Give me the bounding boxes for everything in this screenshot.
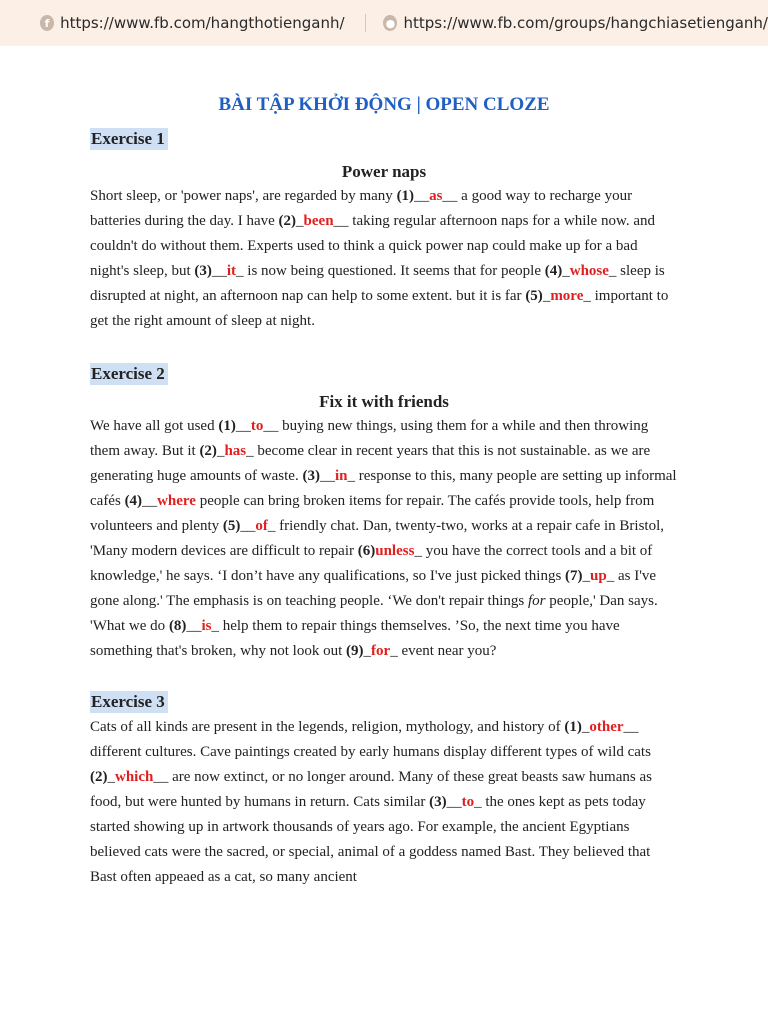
exercise-label: Exercise 1: [90, 128, 168, 150]
blank-number: (2): [90, 769, 108, 785]
answer-word: is: [201, 618, 212, 634]
exercise-3: [90, 691, 678, 890]
passage-text: _: [296, 213, 304, 229]
exercise-1: [90, 128, 678, 334]
blank-number: (3): [302, 468, 320, 484]
answer-word: in: [334, 468, 348, 484]
answer-word: has: [224, 443, 247, 459]
passage-text: _ is now being questioned. It seems that for people: [236, 263, 545, 279]
exercise-title: Power naps: [341, 162, 427, 181]
answer-word: to: [461, 794, 475, 810]
answer-word: to: [250, 418, 264, 434]
exercise-title: Fix it with friends: [319, 392, 449, 411]
facebook-group-link[interactable]: https://www.fb.com/groups/hangchiasetienganh/: [403, 14, 768, 32]
blank-number: (6): [357, 543, 376, 559]
blank-number: (8): [168, 618, 187, 634]
passage-text: _ response to this, many people are setting up informal cafés: [90, 468, 677, 509]
passage-text: _: [363, 643, 372, 659]
page-title: BÀI TẬP KHỞI ĐỘNG | OPEN CLOZE: [218, 94, 550, 115]
answer-word: for: [371, 643, 391, 659]
passage-text: __: [142, 493, 158, 509]
answer-word: it: [226, 263, 237, 279]
answer-word: up: [590, 568, 607, 584]
blank-number: (3): [429, 794, 447, 810]
blank-number: (1): [564, 719, 582, 735]
exercise-label: Exercise 2: [90, 363, 168, 385]
answer-word: other: [589, 719, 624, 735]
passage-text: _ event near you?: [390, 643, 497, 659]
passage-text: _ as I've gone along.' The emphasis is on teaching people. ‘We don't repair things: [90, 568, 657, 609]
exercise-2: [90, 363, 678, 664]
passage-text: __: [186, 618, 202, 634]
passage-text: We have all got used: [90, 418, 219, 434]
passage-text: _: [216, 443, 225, 459]
answer-word: whose: [569, 263, 609, 279]
passage-text: Short sleep, or 'power naps', are regarded by many: [90, 188, 397, 204]
answer-word: as: [429, 188, 443, 204]
passage-text: __ taking regular afternoon naps for a while now. and couldn't do without them. Experts used to think a quick power nap could make up for a bad night's sleep, but: [90, 213, 655, 279]
emphasis-text: for: [527, 593, 546, 609]
passage-text: _ you have the correct tools and a bit of knowledge,' he says. ‘I don’t have any qualifications, so I've just picked things: [90, 543, 653, 584]
exercise-passage: [90, 184, 678, 334]
group-icon: ●: [383, 15, 397, 31]
passage-text: _: [542, 288, 551, 304]
passage-text: _ the ones kept as pets today started showing up in artwork thousands of years ago. For example, the ancient Egyptians believed cats were the sacred, or special, animal of a goddess named Bast. They believed that Bast often appeaed as a cat, so many ancient: [90, 794, 651, 885]
passage-text: people,' Dan says. 'What we do: [90, 593, 658, 634]
blank-number: (1): [218, 418, 236, 434]
answer-word: which: [115, 769, 154, 785]
exercise-label: Exercise 3: [90, 691, 168, 713]
passage-text: _ help them to repair things themselves. ’So, the next time you have something that's broken, why not look out: [90, 618, 620, 659]
answer-word: been: [303, 213, 334, 229]
passage-text: __ different cultures. Cave paintings created by early humans display different types of wild cats: [90, 719, 651, 760]
facebook-page-link[interactable]: https://www.fb.com/hangthotienganh/: [60, 14, 345, 32]
facebook-icon: f: [40, 15, 54, 31]
answer-word: more: [550, 288, 584, 304]
header-divider: [365, 14, 366, 32]
passage-text: Cats of all kinds are present in the legends, religion, mythology, and history of: [90, 719, 565, 735]
passage-text: __ buying new things, using them for a while and then throwing them away. But it: [90, 418, 649, 459]
document-body: [0, 94, 768, 890]
answer-word: unless: [375, 543, 415, 559]
passage-text: _: [582, 568, 591, 584]
blank-number: (2): [278, 213, 297, 229]
blank-number: (9): [346, 643, 364, 659]
blank-number: (2): [199, 443, 217, 459]
passage-text: _ sleep is disrupted at night, an afternoon nap can help to some extent. but it is far: [90, 263, 665, 304]
passage-text: __: [240, 518, 256, 534]
exercise-passage: [90, 414, 678, 664]
passage-text: __ a good way to recharge your batteries during the day. I have: [90, 188, 633, 229]
passage-text: __: [319, 468, 335, 484]
passage-text: __: [211, 263, 227, 279]
answer-word: of: [255, 518, 268, 534]
blank-number: (7): [565, 568, 583, 584]
passage-text: __ are now extinct, or no longer around. Many of these great beasts saw humans as food, but were hunted by humans in return. Cats similar: [90, 769, 652, 810]
blank-number: (3): [194, 263, 212, 279]
passage-text: __: [446, 794, 462, 810]
passage-text: _: [581, 719, 590, 735]
answer-word: where: [157, 493, 196, 509]
passage-text: people can bring broken items for repair. The cafés provide tools, help from volunteers and plenty: [90, 493, 655, 534]
passage-text: _ become clear in recent years that this is not sustainable. as we are generating huge amounts of waste.: [90, 443, 651, 484]
passage-text: __: [235, 418, 251, 434]
page-header: [0, 0, 768, 46]
blank-number: (4): [544, 263, 563, 279]
blank-number: (5): [525, 288, 543, 304]
blank-number: (1): [396, 188, 415, 204]
passage-text: _ friendly chat. Dan, twenty-two, works at a repair cafe in Bristol, 'Many modern devices are difficult to repair: [90, 518, 665, 559]
passage-text: _: [562, 263, 570, 279]
passage-text: _ important to get the right amount of sleep at night.: [90, 288, 669, 329]
passage-text: __: [414, 188, 430, 204]
blank-number: (4): [124, 493, 143, 509]
passage-text: _: [107, 769, 115, 785]
exercise-passage: [90, 715, 678, 890]
blank-number: (5): [222, 518, 241, 534]
